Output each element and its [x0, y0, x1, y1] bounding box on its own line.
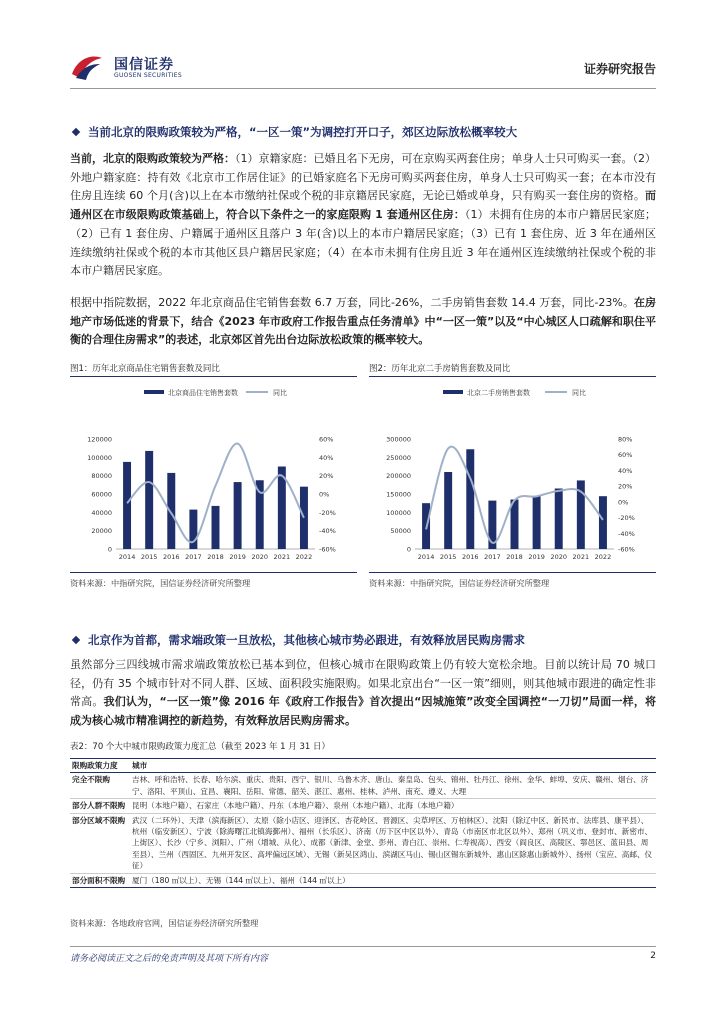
y-left-tick-label: 120000 — [87, 435, 112, 444]
table-cell-level: 部分人群不限购 — [70, 799, 130, 813]
y-right-tick-label: 20% — [319, 472, 334, 481]
y-right-tick-label: 40% — [319, 453, 334, 462]
x-tick-label: 2014 — [118, 553, 136, 561]
y-right-tick-label: -60% — [618, 545, 635, 554]
section2-title: 北京作为首都，需求端政策一旦放松，其他核心城市势必跟进，有效释放居民购房需求 — [70, 632, 525, 648]
table-header-cities: 城市 — [130, 759, 656, 773]
para1-text1: （1）京籍家庭：已婚且名下无房，可在京购买两套住房；单身人士只可购买一套。（2）外地户籍家庭：持有效《北京市工作居住证》的已婚家庭名下无房可购买两套住房，单身人士只可购买一套；在本市没有住房且连续 60 个月(含)以上在本市缴纳社保或个税的非京籍居民家庭，无论已婚或单身，只有购买一套住房的资格。 — [70, 152, 656, 203]
table-cell-cities: 厦门（180 ㎡以上）、无锡（144 ㎡以上）、福州（144 ㎡以上） — [130, 873, 656, 887]
header-divider — [70, 88, 656, 89]
table-cell-cities: 武汉（二环外）、天津（滨海新区）、太原（除小店区、迎泽区、杏花岭区、晋源区、尖草坪区、万柏林区）、沈阳（除辽中区、新民市、法库县、康平县）、杭州（临安新区）、宁波（除海曙江北镇海鄞州）、福州（长乐区）、济南（历下区中区以外）、青岛（市南区市北区以外）、郑州（巩义市、登封市、新密市、上街区）、长沙（宁乡、浏阳）、广州（增城、从化）、成都（新津、金堂、彭州、青白江、崇州、仁寿视高）、西安（阎良区、高陵区、鄠邑区、蓝田县、周至县）、兰州（西固区、九州开发区、高坪偏远区域）、无锡（新吴区鸿山、滨湖区马山、锡山区锡东新城外、惠山区除惠山新城外）、扬州（宝应、高邮、仪征） — [130, 813, 656, 873]
y-right-tick-label: 60% — [319, 435, 334, 444]
bar-2022 — [599, 496, 607, 549]
x-tick-label: 2017 — [484, 553, 501, 561]
y-left-tick-label: 0 — [406, 545, 411, 554]
x-tick-label: 2018 — [207, 553, 224, 561]
para1-tongzhou-bold: 而通州区在市级限购政策基础上，符合以下条件之一的家庭限购 1 套通州区住房： — [70, 189, 656, 222]
figure1-bottom-rule — [70, 572, 357, 573]
y-right-tick-label: 40% — [618, 466, 633, 475]
policy-table — [70, 758, 656, 888]
y-left-tick-label: 60000 — [91, 490, 112, 499]
para2-bold: 在房地产市场低迷的背景下，结合《2023 年市政府工作报告重点任务清单》中“一区一策”以及“中心城区人口疏解和职住平衡的合理住房需求”的表述，北京郊区首先出台边际放松政策的概率较大。 — [70, 296, 656, 347]
y-right-tick-label: 0% — [618, 498, 629, 507]
table-cell-cities: 昆明（本地户籍）、石家庄（本地户籍）、丹东（本地户籍）、泉州（本地户籍）、北海（本地户籍） — [130, 799, 656, 813]
figure2-title: 图2：历年北京二手房销售套数及同比 — [369, 364, 511, 374]
bar-2016 — [167, 473, 175, 549]
y-right-tick-label: -20% — [319, 508, 336, 517]
y-left-tick-label: 100000 — [87, 453, 112, 462]
figure1-chart-svg — [70, 377, 357, 567]
y-left-tick-label: 100000 — [386, 508, 411, 517]
y-left-tick-label: 250000 — [386, 453, 411, 462]
figure2-chart — [369, 377, 656, 571]
section1-title: 当前北京的限购政策较为严格，“一区一策”为调控打开口子，郊区边际放松概率较大 — [70, 124, 517, 140]
report-type-label: 证券研究报告 — [583, 62, 656, 76]
legend-bar-label: 北京二手房销售套数 — [467, 389, 530, 397]
para1-lead-bold: 当前，北京的限购政策较为严格： — [70, 152, 235, 165]
x-tick-label: 2016 — [163, 553, 180, 561]
para1-text2: （1）未拥有住房的本市户籍居民家庭；（2）已有 1 套住房、户籍属于通州区且落户 3 年(含)以上的本市户籍居民家庭；（3）已有 1 套住房、近 3 年在通州区连续缴纳社保或个税的本市其他区县户籍居民家庭；（4）在本市未拥有住房且近 3 年在通州区连续缴纳社保或个税的非本市户籍居民家庭。 — [70, 208, 656, 278]
footer-divider — [70, 946, 656, 947]
table-row — [70, 799, 656, 813]
bullet-diamond-icon — [72, 127, 80, 135]
table-row — [70, 873, 656, 887]
x-tick-label: 2017 — [185, 553, 202, 561]
y-left-tick-label: 40000 — [91, 508, 112, 517]
bar-2014 — [123, 462, 131, 549]
table2-source: 资料来源：各地政府官网，国信证券经济研究所整理 — [70, 918, 259, 928]
y-left-tick-label: 0 — [107, 545, 112, 554]
y-right-tick-label: -40% — [319, 527, 336, 536]
figure2-source: 资料来源：中指研究院，国信证券经济研究所整理 — [369, 578, 550, 588]
section2-text: 虽然部分三四线城市需求端政策放松已基本到位，但核心城市在限购政策上仍有较大宽松余地。目前以统计局 70 城口径，仍有 35 个城市针对不同人群、区域、面积段实施限购。如果北京出台“一区一策”细则，则其他城市跟进的确定性非常高。 — [70, 658, 656, 709]
bar-2016 — [466, 449, 474, 549]
y-right-tick-label: -40% — [618, 529, 635, 538]
y-left-tick-label: 20000 — [91, 527, 112, 536]
bar-2015 — [145, 451, 153, 549]
table-header-level: 限购政策力度 — [70, 759, 130, 773]
x-tick-label: 2022 — [295, 553, 313, 561]
y-right-tick-label: -20% — [618, 514, 635, 523]
section1-paragraph1 — [70, 150, 656, 281]
table-row — [70, 773, 656, 799]
bar-2015 — [444, 472, 452, 549]
page-header — [70, 52, 656, 90]
x-tick-label: 2018 — [506, 553, 523, 561]
x-tick-label: 2021 — [273, 553, 291, 561]
bar-2018 — [212, 506, 220, 549]
y-right-tick-label: 0% — [319, 490, 330, 499]
x-tick-label: 2015 — [439, 553, 457, 561]
table2-title: 表2：70 个大中城市限购政策力度汇总（截至 2023 年 1 月 31 日） — [70, 742, 330, 752]
bar-2020 — [256, 480, 264, 549]
y-right-tick-label: 60% — [618, 451, 633, 460]
x-tick-label: 2019 — [229, 553, 246, 561]
legend-line-label: 同比 — [572, 389, 586, 397]
figure1 — [70, 362, 357, 571]
figure2-bottom-rule — [369, 572, 656, 573]
table-cell-cities: 吉林、呼和浩特、长春、哈尔滨、重庆、贵阳、西宁、银川、乌鲁木齐、唐山、秦皇岛、包头、锦州、牡丹江、徐州、金华、蚌埠、安庆、赣州、烟台、济宁、洛阳、平顶山、宜昌、襄阳、岳阳、常德、韶关、湛江、惠州、桂林、泸州、南充、遵义、大理 — [130, 773, 656, 799]
guosen-logo-icon — [70, 52, 104, 82]
figure1-source: 资料来源：中指研究院，国信证券经济研究所整理 — [70, 578, 251, 588]
bullet-diamond-icon — [72, 635, 80, 643]
section1-paragraph2 — [70, 294, 656, 350]
y-left-tick-label: 300000 — [386, 435, 411, 444]
figure2 — [369, 362, 656, 571]
logo-text-cn: 国信证券 — [114, 57, 174, 73]
y-right-tick-label: 20% — [618, 482, 633, 491]
x-tick-label: 2015 — [140, 553, 158, 561]
figure2-chart-svg — [369, 377, 656, 567]
legend-bar-swatch — [144, 390, 164, 394]
figure1-title: 图1：历年北京商品住宅销售套数及同比 — [70, 364, 220, 374]
x-tick-label: 2019 — [528, 553, 545, 561]
section2-bold: 我们认为，“一区一策”像 2016 年《政府工作报告》首次提出“因城施策”改变全国调控“一刀切”局面一样，将成为核心城市精准调控的新趋势，有效释放居民购房需求。 — [70, 695, 656, 728]
table-header-row — [70, 759, 656, 773]
bar-2019 — [234, 482, 242, 549]
y-left-tick-label: 150000 — [386, 490, 411, 499]
y-right-tick-label: 80% — [618, 435, 633, 444]
table-cell-level: 完全不限购 — [70, 773, 130, 799]
bar-2020 — [555, 489, 563, 550]
table-cell-level: 部分面积不限购 — [70, 873, 130, 887]
logo-text-en: GUOSEN SECURITIES — [114, 72, 183, 79]
section2-paragraph — [70, 656, 656, 731]
x-tick-label: 2020 — [550, 553, 567, 561]
x-tick-label: 2020 — [251, 553, 268, 561]
bar-2019 — [533, 496, 541, 549]
table-cell-level: 部分区域不限购 — [70, 813, 130, 873]
footer-disclaimer: 请务必阅读正文之后的免责声明及其项下所有内容 — [70, 954, 269, 964]
figure1-chart — [70, 377, 357, 571]
legend-bar-label: 北京商品住宅销售套数 — [168, 389, 238, 397]
y-right-tick-label: -60% — [319, 545, 336, 554]
x-tick-label: 2016 — [462, 553, 479, 561]
y-left-tick-label: 80000 — [91, 472, 112, 481]
x-tick-label: 2014 — [417, 553, 435, 561]
y-left-tick-label: 200000 — [386, 472, 411, 481]
legend-bar-swatch — [443, 390, 463, 394]
para2-text: 根据中指院数据，2022 年北京商品住宅销售套数 6.7 万套，同比-26%，二手房销售套数 14.4 万套，同比-23%。 — [70, 296, 634, 309]
x-tick-label: 2022 — [594, 553, 612, 561]
legend-line-label: 同比 — [273, 389, 287, 397]
table-row — [70, 813, 656, 873]
x-tick-label: 2021 — [572, 553, 590, 561]
y-left-tick-label: 50000 — [390, 527, 411, 536]
page-number: 2 — [650, 951, 656, 961]
